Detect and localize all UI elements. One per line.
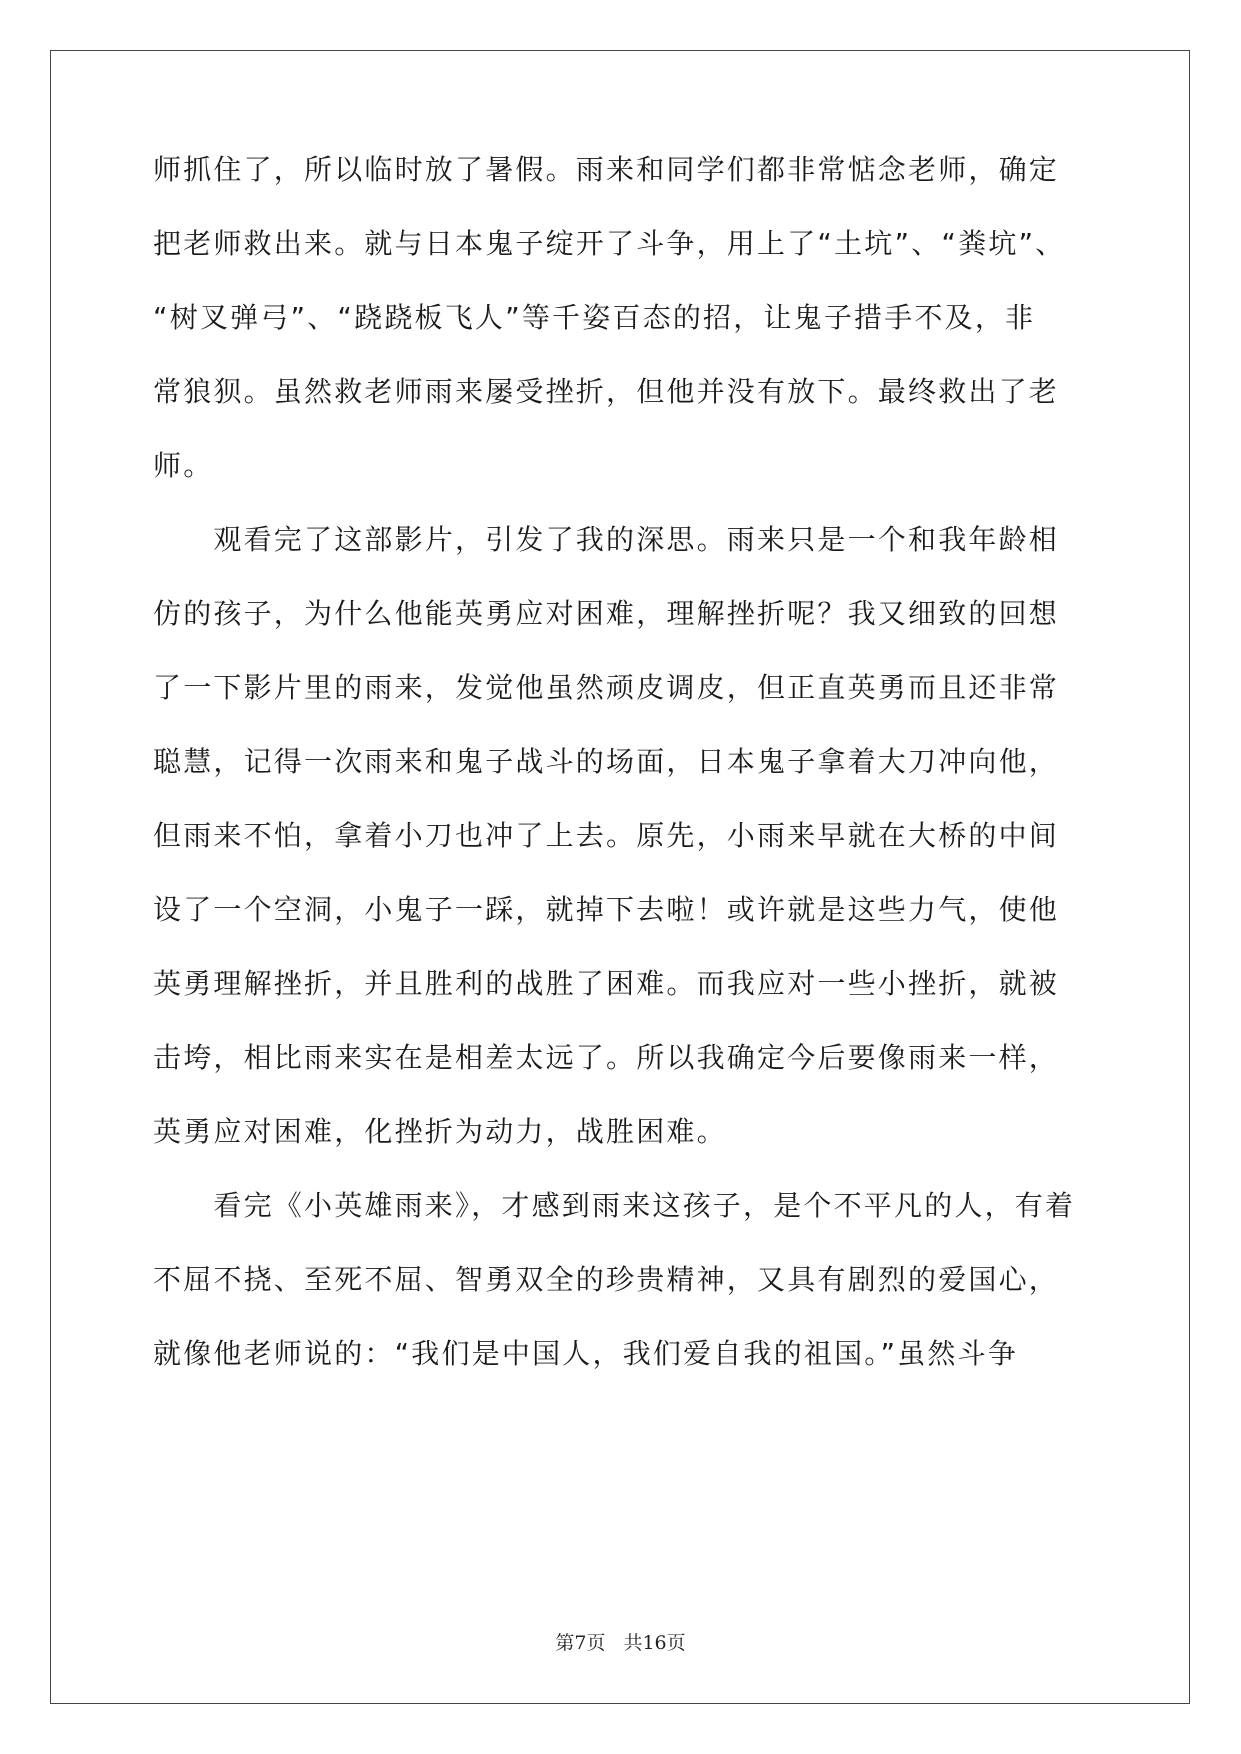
text-line: 把老师救出来。就与日本鬼子绽开了斗争，用上了“土坑”、“粪坑”、 [153, 227, 1066, 260]
text-line: 师抓住了，所以临时放了暑假。雨来和同学们都非常惦念老师，确定 [153, 153, 1060, 186]
text-line: 了一下影片里的雨来，发觉他虽然顽皮调皮，但正直英勇而且还非常 [153, 671, 1060, 704]
page-number: 第7页 [555, 1632, 606, 1654]
text-line: 英勇应对困难，化挫折为动力，战胜困难。 [153, 1115, 727, 1148]
text-line: 看完《小英雄雨来》，才感到雨来这孩子，是个不平凡的人，有着 [153, 1189, 1076, 1222]
text-line: 聪慧，记得一次雨来和鬼子战斗的场面，日本鬼子拿着大刀冲向他， [153, 745, 1060, 778]
text-line: 常狼狈。虽然救老师雨来屡受挫折，但他并没有放下。最终救出了老 [153, 375, 1060, 408]
text-line: 英勇理解挫折，并且胜利的战胜了困难。而我应对一些小挫折，就被 [153, 967, 1060, 1000]
text-line: 设了一个空洞，小鬼子一踩，就掉下去啦！或许就是这些力气，使他 [153, 893, 1060, 926]
text-line: 但雨来不怕，拿着小刀也冲了上去。原先，小雨来早就在大桥的中间 [153, 819, 1060, 852]
text-line: 师。 [153, 449, 214, 482]
text-line: 不屈不挠、至死不屈、智勇双全的珍贵精神，又具有剧烈的爱国心， [153, 1263, 1060, 1296]
page-footer [0, 1628, 1241, 1655]
text-line: 观看完了这部影片，引发了我的深思。雨来只是一个和我年龄相 [153, 523, 1060, 556]
text-line: 就像他老师说的：“我们是中国人，我们爱自我的祖国。”虽然斗争 [153, 1337, 1019, 1370]
text-line: 击垮，相比雨来实在是相差太远了。所以我确定今后要像雨来一样， [153, 1041, 1060, 1074]
text-line: “树叉弹弓”、“跷跷板飞人”等千姿百态的招，让鬼子措手不及，非 [153, 301, 1036, 334]
page-total: 共16页 [623, 1632, 686, 1654]
text-line: 仿的孩子，为什么他能英勇应对困难，理解挫折呢？我又细致的回想 [153, 597, 1060, 630]
